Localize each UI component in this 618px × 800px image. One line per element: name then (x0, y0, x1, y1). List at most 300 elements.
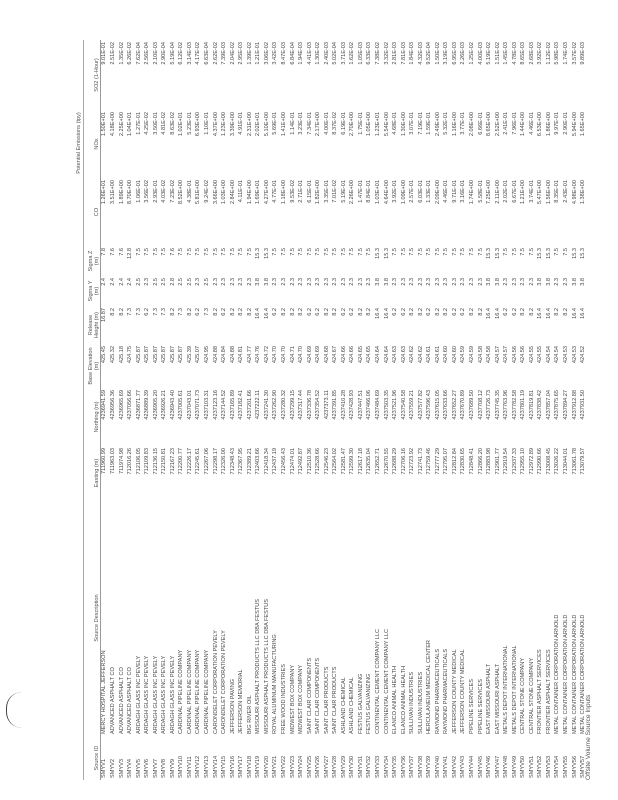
table-cell: 3.35E-01 (323, 180, 330, 203)
table-cell: 2.3 (400, 278, 407, 286)
table-cell: 5.19E-04 (169, 41, 176, 65)
table-cell: 6.2 (511, 308, 518, 316)
table-cell: 712245.61 (195, 448, 202, 475)
table-cell: 8.2 (212, 308, 219, 316)
table-cell: 2.3 (221, 278, 228, 286)
table-cell: 712418.34 (263, 448, 270, 475)
column-header: Base Elevation (m) (84, 344, 101, 388)
table-cell: 8.35E-01 (554, 180, 561, 203)
table-cell: 713008.45 (545, 448, 552, 475)
table-cell: 3.07E-01 (409, 112, 416, 135)
column-header: Northing (m) (84, 388, 101, 446)
table-cell: 3.8 (571, 278, 578, 286)
table-row (135, 40, 144, 780)
table-cell: 712474.01 (289, 448, 296, 475)
table-cell: SMYV5 (135, 759, 142, 778)
table-cell: CARDINAL PIPELINE COMPANY (195, 649, 202, 734)
table-cell: 1.30E-02 (315, 41, 322, 65)
table-cell: 8.2 (563, 308, 569, 316)
table-cell: 424.61 (426, 346, 433, 364)
table-cell: MIDWEST BOX COMPANY (289, 664, 296, 734)
table-cell: 15.3 (537, 248, 544, 259)
table-cell: 4237838.42 (537, 390, 544, 420)
table-cell: SMYV16 (229, 755, 236, 778)
table-cell: 7.25E+00 (486, 180, 493, 205)
table-cell: 2.04E-02 (229, 41, 236, 65)
table-cell: 424.57 (503, 346, 510, 364)
table-cell: 2.09E+00 (434, 180, 441, 205)
table-cell: 6.33E-03 (366, 41, 373, 65)
table-cell: 5.19E-02 (486, 41, 493, 65)
table-cell: 1.03E+00 (221, 180, 228, 205)
table-cell: 8.2 (468, 308, 475, 316)
table-row (383, 40, 392, 780)
table-cell: SMYV24 (298, 755, 305, 778)
table-cell: 7.3 (135, 308, 142, 316)
column-header: Release Height (m) (84, 306, 101, 344)
table-cell: 424.76 (255, 346, 262, 364)
table-cell: 713079.57 (580, 448, 587, 475)
table-cell: 7.5 (135, 248, 142, 256)
table-cell: 4237689.50 (468, 390, 475, 420)
table-cell: 2.5 (178, 278, 185, 286)
table-cell: METAL CONTAINER CORPORATION ARNOLD (571, 614, 578, 734)
table-cell: 2.3 (460, 278, 467, 286)
table-cell: 2.26E+00 (349, 180, 356, 205)
table-cell: 7.5 (289, 248, 296, 256)
table-cell: 424.62 (409, 346, 416, 364)
table-cell: 712226.17 (186, 448, 193, 475)
table-cell: FRONTIER ASPHALT SERVICES (537, 649, 544, 734)
table-cell: 1.09E+00 (400, 180, 407, 205)
table-cell: 424.64 (383, 346, 390, 364)
table-row (460, 40, 469, 780)
table-cell: 2.3 (272, 278, 279, 286)
table-cell: 2.25E+00 (118, 112, 125, 137)
table-cell: 7.5 (409, 248, 416, 256)
table-cell: 2.10E-03 (152, 41, 159, 65)
table-cell: 712955.10 (520, 448, 527, 475)
table-cell: 4.18E+00 (110, 112, 117, 137)
table-cell: MISSOURI ASPHALT PRODUCTS LLC DBA FESTUS (263, 598, 270, 734)
table-cell: 5.58E-01 (477, 180, 484, 203)
table-cell: 4236926.21 (161, 390, 168, 420)
table-cell: 4236889.39 (144, 390, 151, 420)
table-cell: 712723.92 (409, 448, 416, 475)
table-cell: SMYV28 (332, 755, 339, 778)
table-cell: 4237596.43 (426, 390, 433, 420)
table-cell: 7.5 (161, 248, 168, 256)
page-title: Offsite Volume Source Inputs (585, 694, 592, 780)
table-cell: 8.2 (229, 308, 236, 316)
table-cell: 8.70E+00 (127, 180, 134, 205)
table-cell: 16.87 (101, 308, 108, 322)
table-cell: 9.52E-04 (426, 41, 433, 65)
table-cell: RAYMOND PHARMACEUTICALS (443, 648, 450, 734)
table-cell: SMYV49 (511, 755, 518, 778)
table-cell: 4.81E-02 (161, 112, 168, 135)
table-cell: 3.42E-03 (272, 41, 279, 65)
table-cell: 15.3 (255, 248, 262, 259)
table-cell: 4236941.59 (101, 390, 108, 420)
table-cell: 1.14E-01 (289, 112, 296, 135)
table-cell: 3.50E-01 (152, 112, 159, 135)
table-cell: 16.4 (494, 308, 501, 319)
table-cell: 712795.07 (443, 448, 450, 475)
table-row (161, 40, 170, 780)
table-cell: 712937.33 (511, 448, 518, 475)
table-cell: 7.34E-01 (306, 112, 313, 135)
table-cell: 4.46E-01 (443, 180, 450, 203)
table-cell: 7.5 (366, 248, 373, 256)
table-cell: 4236965.69 (118, 390, 125, 420)
table-cell: 2.3 (323, 278, 330, 286)
column-header: Easting (m) (84, 446, 101, 500)
table-row (366, 40, 375, 780)
table-cell: 8.2 (443, 308, 450, 316)
table-cell: 2.3 (212, 278, 219, 286)
table-cell: 424.61 (434, 346, 441, 364)
table-cell: MISSOURI ASPHALT PRODUCTS LLC DBA FESTUS (255, 598, 262, 734)
table-cell: 16.4 (255, 308, 262, 319)
table-row (486, 40, 495, 780)
table-cell: SMYV35 (392, 755, 399, 778)
table-cell: 712919.54 (503, 448, 510, 475)
table-cell: 9.01E-01 (101, 41, 108, 65)
table-cell: EAST MISSOURI ASPHALT (486, 663, 493, 734)
table-cell: SMYV4 (127, 759, 134, 778)
table-cell: 7.5 (272, 248, 279, 256)
table-cell: 8.2 (357, 308, 364, 316)
table-cell: 4237894.27 (563, 390, 569, 420)
table-row (409, 40, 418, 780)
table-cell: 1.16E+00 (451, 112, 458, 137)
table-cell: 5.98E-03 (554, 41, 561, 65)
table-cell: 7.81E-03 (400, 41, 407, 65)
table-cell: 425.87 (161, 346, 168, 364)
table-cell: 5.19E-01 (340, 180, 347, 203)
table-cell: 7.5 (246, 248, 253, 256)
table-cell: 6.15E-01 (306, 180, 313, 203)
table-cell: SMYV55 (563, 755, 569, 778)
table-cell: 15.3 (486, 248, 493, 259)
table-cell: 4236905.20 (152, 390, 159, 420)
table-cell: 8.37E-02 (332, 112, 339, 135)
table-cell: 712546.23 (323, 448, 330, 475)
table-cell: 712437.19 (272, 448, 279, 475)
table-cell: 16.4 (374, 308, 381, 319)
table-cell: 712848.41 (468, 448, 475, 475)
table-cell: 6.2 (306, 308, 313, 316)
table-cell: 7.62E-04 (135, 41, 142, 65)
table-cell: 424.59 (468, 346, 475, 364)
table-cell: 2.3 (451, 278, 458, 286)
table-cell: 2.3 (298, 278, 305, 286)
table-cell: 424.68 (323, 346, 330, 364)
table-cell: 6.66E-01 (477, 112, 484, 135)
table-row (357, 40, 366, 780)
table-cell: 2.4 (118, 278, 125, 286)
table-cell: 8.2 (528, 308, 535, 316)
table-cell: SMYV36 (400, 755, 407, 778)
table-cell: 2.8 (169, 278, 176, 286)
table-cell: 424.62 (417, 346, 424, 364)
table-cell: ROYAL ALUMINUM MANUFACTURING (272, 634, 279, 734)
table-cell: ADVANCED ASPHALT CO (118, 667, 125, 734)
table-cell: 424.69 (315, 346, 322, 364)
table-row (520, 40, 529, 780)
table-cell: SMYV57 (580, 755, 587, 778)
table-cell: 3.8 (374, 278, 381, 286)
table-cell: 4237410.28 (340, 390, 347, 420)
table-cell: 7.5 (511, 248, 518, 256)
table-cell: 424.70 (298, 346, 305, 364)
table-cell: ARDAGH GLASS INC PEVELY (152, 655, 159, 734)
table-cell: 1.33E-01 (426, 180, 433, 203)
table-row (563, 40, 572, 780)
table-cell: 4237391.85 (332, 390, 339, 420)
table-cell: 424.56 (520, 346, 527, 364)
table-cell: 7.5 (434, 248, 441, 256)
table-cell: 3.8 (486, 278, 493, 286)
table-cell: 2.3 (246, 278, 253, 286)
table-cell: 8.2 (238, 308, 245, 316)
table-cell: 4237466.06 (366, 390, 373, 420)
table-cell: SMYV34 (383, 755, 390, 778)
table-cell: 424.54 (545, 346, 552, 364)
table-row (400, 40, 409, 780)
table-cell: 1.12E-02 (545, 41, 552, 65)
column-header: NOx (84, 110, 101, 178)
table-cell: FREE WOOD INDUSTRIES (280, 664, 287, 734)
table-cell: 4237241.30 (263, 390, 270, 420)
table-cell: 4.38E-01 (186, 180, 193, 203)
table-cell: 15.3 (374, 248, 381, 259)
table-cell: 6.2 (392, 308, 399, 316)
table-cell: 4.41E-03 (306, 41, 313, 65)
table-cell: 3.51E+00 (110, 180, 117, 205)
table-cell: 712759.46 (426, 448, 433, 475)
table-row (272, 40, 281, 780)
table-cell: 3.57E-02 (571, 41, 578, 65)
table-cell: 8.2 (477, 308, 484, 316)
table-cell: 712150.81 (161, 448, 168, 475)
table-cell: 2.3 (426, 278, 433, 286)
table-cell: SAINT CLAIR PRODUCTS (332, 666, 339, 734)
table-cell: 4.03E-02 (161, 180, 168, 203)
table-cell: 8.52E+00 (178, 180, 185, 205)
table-cell: 4.00E-03 (477, 41, 484, 65)
table-cell: 3.8 (263, 278, 270, 286)
table-cell: 4.00E-01 (323, 112, 330, 135)
table-cell: 712167.23 (169, 448, 176, 475)
table-cell: 4237615.05 (434, 390, 441, 420)
table-cell: 4.25E-02 (144, 112, 151, 135)
table-cell: 7.3 (161, 308, 168, 316)
table-cell: 9.71E-01 (451, 180, 458, 203)
table-cell: 7.5 (186, 248, 193, 256)
table-cell: 8.2 (409, 308, 416, 316)
table-cell: 4237428.93 (349, 390, 356, 420)
table-cell: SMYV50 (520, 755, 527, 778)
table-cell: 15.3 (263, 248, 270, 259)
table-cell: CENTRAL STONE COMPANY (528, 657, 535, 734)
table-cell: FRONTIER ASPHALT SERVICES (545, 649, 552, 734)
table-cell: 1.02E+01 (178, 112, 185, 137)
table-cell: 7.38E-02 (374, 41, 381, 65)
table-cell: 4237373.11 (323, 390, 330, 420)
table-cell: 1.03E+01 (374, 180, 381, 205)
table-row (580, 40, 589, 780)
table-row (255, 40, 264, 780)
potential-emissions-header: Potential Emissions (tpy) (74, 40, 84, 246)
table-cell: 1.30E+00 (400, 112, 407, 137)
table-cell: 3.8 (545, 278, 552, 286)
table-cell: CENTRAL STONE COMPANY (520, 657, 527, 734)
table-cell: 4.46E-01 (528, 112, 535, 135)
table-cell: 2.3 (468, 278, 475, 286)
table-cell: 4.78E-03 (511, 41, 518, 65)
table-cell: CARDINAL PIPELINE COMPANY (186, 649, 193, 734)
table-cell: 2.3 (392, 278, 399, 286)
table-cell: 424.53 (563, 346, 569, 364)
table-cell: 712348.43 (229, 448, 236, 475)
table-cell: 8.2 (186, 308, 193, 316)
table-cell: 424.71 (289, 346, 296, 364)
table-cell: 6.2 (400, 308, 407, 316)
table-cell: 8.2 (246, 308, 253, 316)
table-cell: 3.71E-03 (340, 41, 347, 65)
table-cell: 9.97E-01 (554, 112, 561, 135)
table-cell: METALS DEPOT INTERNATIONAL (511, 645, 518, 734)
table-cell: CARONDELET CORPORATION PEVELY (221, 630, 228, 734)
table-cell: 15.3 (494, 248, 501, 259)
table-cell: 2.02E+01 (255, 112, 262, 137)
table-cell: 424.65 (366, 346, 373, 364)
table-cell: 424.75 (127, 346, 134, 364)
table-cell: 2.5 (135, 278, 142, 286)
table-cell: 6.2 (221, 308, 228, 316)
table-cell: SMYV30 (349, 755, 356, 778)
table-cell: 3.8 (494, 278, 501, 286)
table-cell: 6.03E-01 (417, 180, 424, 203)
table-cell: 712901.77 (494, 448, 501, 475)
table-cell: 712564.02 (332, 448, 339, 475)
table-cell: 4.91E-01 (238, 112, 245, 135)
table-cell: ARDAGH GLASS INC PEVELY (144, 655, 151, 734)
table-cell: 8.2 (280, 308, 287, 316)
table-cell: 3.74E-01 (528, 180, 535, 203)
table-cell: 2.93E-01 (152, 180, 159, 203)
column-header: Sigma Z (m) (84, 246, 101, 276)
table-cell: 4237280.32 (280, 390, 287, 420)
table-cell: 5.69E-01 (272, 112, 279, 135)
table-cell: 713026.22 (554, 448, 561, 475)
table-cell: 4237201.66 (246, 390, 253, 420)
table-cell: 712830.65 (460, 448, 467, 475)
table-cell: 2.5 (186, 278, 193, 286)
table-cell: 424.95 (204, 346, 211, 364)
table-cell: 1.69E+01 (255, 180, 262, 205)
table-cell: MIDWEST BOX COMPANY (298, 664, 305, 734)
table-cell: 424.55 (537, 346, 544, 364)
table-cell: METAL CONTAINER CORPORATION ARNOLD (580, 614, 587, 734)
table-cell: SMYV54 (554, 755, 561, 778)
table-cell: 1.05E-03 (357, 41, 364, 65)
table-cell: 4237005.61 (178, 390, 185, 420)
table-cell: SMYV44 (468, 755, 475, 778)
table-cell: 6.2 (451, 308, 458, 316)
table-cell: 712106.05 (135, 448, 142, 475)
table-cell: 4.64E+00 (383, 180, 390, 205)
table-cell: 7.8 (101, 248, 108, 256)
table-cell: 2.3 (366, 278, 373, 286)
table-cell: EAST MISSOURI ASPHALT (494, 663, 501, 734)
table-cell: 8.65E+00 (486, 112, 493, 137)
table-cell: ARDAGH GLASS INC PEVELY (161, 655, 168, 734)
table-cell: SMYV6 (144, 759, 151, 778)
table-cell: 713044.01 (563, 448, 569, 475)
table-cell: 1.18E+00 (280, 180, 287, 205)
table-cell: 7.5 (144, 248, 151, 256)
table-cell: 2.3 (417, 278, 424, 286)
table-cell: 712136.15 (152, 448, 159, 475)
rotated-sheet (74, 40, 618, 780)
table-row (477, 40, 486, 780)
table-cell: 2.3 (306, 278, 313, 286)
table-cell: 8.2 (298, 308, 305, 316)
table-cell: 7.5 (443, 248, 450, 256)
table-cell: 4.37E+00 (212, 112, 219, 137)
table-row (426, 40, 435, 780)
table-cell: 7.5 (306, 248, 313, 256)
table-cell: 1.38E+00 (580, 180, 587, 205)
table-cell: 6.95E-03 (451, 41, 458, 65)
table-cell: 712528.66 (315, 448, 322, 475)
table-cell: 425.45 (101, 346, 108, 364)
table-cell: 9.24E-02 (204, 180, 211, 203)
column-header: CO (84, 178, 101, 246)
table-cell: 4236943.40 (169, 390, 176, 420)
table-cell: 7.19E-01 (417, 112, 424, 135)
table-cell: 7.5 (349, 248, 356, 256)
table-cell: 2.3 (340, 278, 347, 286)
table-cell: 4.98E+00 (571, 180, 578, 205)
table-cell: 425.07 (195, 346, 202, 364)
table-cell: 16.4 (537, 308, 544, 319)
table-cell: ARDAGH GLASS INC PEVELY (135, 655, 142, 734)
table-cell: 8.2 (169, 308, 176, 316)
table-cell: 4237447.51 (357, 390, 364, 420)
table-cell: 7.5 (563, 248, 569, 256)
table-cell: FESTUS GALVANIZING (357, 673, 364, 734)
table-cell: 712298.17 (212, 448, 219, 475)
table-cell: 424.72 (263, 346, 270, 364)
table-cell: 16.4 (580, 308, 587, 319)
table-cell: 424.52 (580, 346, 587, 364)
table-cell: 5.47E+00 (537, 180, 544, 205)
table-cell: 4237317.44 (298, 390, 305, 420)
table-cell: 6.2 (460, 308, 467, 316)
table-cell: 2.40E-03 (323, 41, 330, 65)
table-cell: 7.5 (221, 248, 228, 256)
table-cell: 7.5 (152, 248, 159, 256)
table-row (246, 40, 255, 780)
table-cell: 424.60 (443, 346, 450, 364)
table-cell: 1.82E+00 (315, 180, 322, 205)
table-cell: 8.2 (434, 308, 441, 316)
table-cell: RAYMOND PHARMACEUTICALS (434, 648, 441, 734)
